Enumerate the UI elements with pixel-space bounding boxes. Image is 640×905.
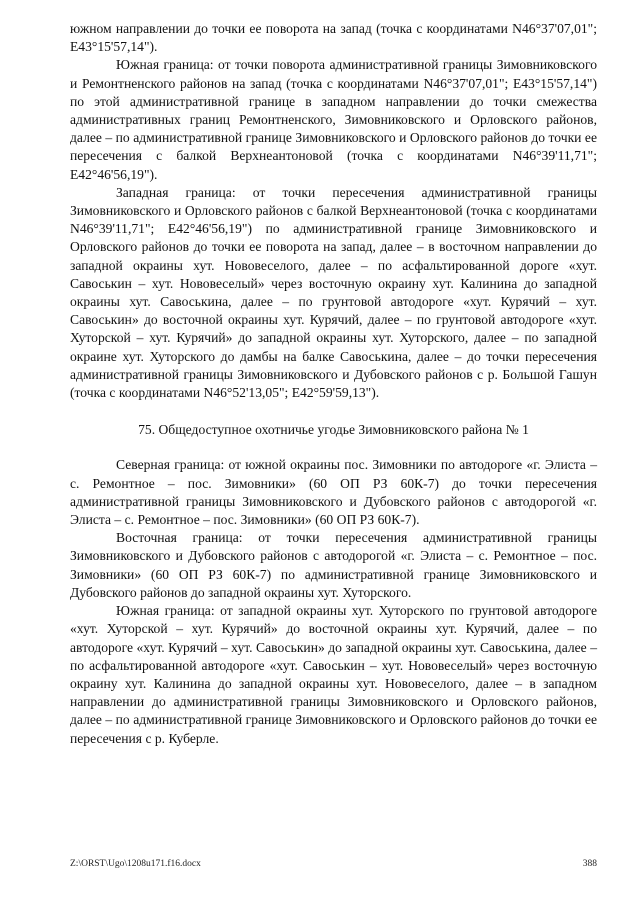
section-heading: 75. Общедоступное охотничье угодье Зимовниковского района № 1 xyxy=(138,422,529,438)
page-number: 388 xyxy=(582,859,597,869)
continuation-paragraph: южном направлении до точки ее поворота на запад (точка с координатами N46°37'07,01"; E43°15'57,14"). xyxy=(70,21,597,55)
south-border-paragraph-2: Южная граница: от западной окраины хут. Хуторского по грунтовой автодороге «хут. Хуторской – хут. Курячий» до восточной окраины хут. Курячий, далее – по автодороге «хут. Курячий – хут. Савоськин» до западной окраины хут. Савоськина, далее – по асфальтированной автодороге «хут. Савоськин – хут. Нововеселый» через восточную окраину хут. Калинина до западной окраины хут. Нововеселого, далее – в западном направлении до административной границы Зимовниковского и Орловского районов, далее – по административной границе Зимовниковского и Орловского районов до точки ее пересечения с р. Куберле. xyxy=(70,603,597,746)
east-border-paragraph: Восточная граница: от точки пересечения административной границы Зимовниковского и Дубовского районов с автодорогой «г. Элиста – с. Ремонтное – пос. Зимовники» (60 ОП РЗ 60К-7) по административной границе Зимовниковского и Дубовского районов до западной окраины хут. Хуторского. xyxy=(70,530,597,600)
document-page xyxy=(70,20,597,748)
north-border-paragraph: Северная граница: от южной окраины пос. Зимовники по автодороге «г. Элиста – с. Ремонтное – пос. Зимовники» (60 ОП РЗ 60К-7) до точки пересечения административной границы Зимовниковского и Дубовского районов с автодорогой «г. Элиста – с. Ремонтное – пос. Зимовники» (60 ОП РЗ 60К-7). xyxy=(70,457,597,528)
footer-file-path: Z:\ORST\Ugo\1208u171.f16.docx xyxy=(70,859,201,869)
south-border-paragraph: Южная граница: от точки поворота административной границы Зимовниковского и Ремонтненского районов на запад (точка с координатами N46°37'07,01"; E43°15'57,14") по этой административной границе в западном направлении до точки смежества административных границ Ремонтненского, Зимовниковского и Орловского районов, далее – по административной границе Зимовниковского и Орловского районов до точки ее пересечения с балкой Верхнеантоновой (точка с координатами N46°39'11,71"; E42°46'56,19"). xyxy=(70,57,597,182)
west-border-paragraph: Западная граница: от точки пересечения административной границы Зимовниковского и Орловского районов с балкой Верхнеантоновой (точка с координатами N46°39'11,71"; E42°46'56,19") по административной границе Зимовниковского и Орловского районов до точки ее поворота на запад, далее – в восточном направлении до западной окраины хут. Нововеселого, далее – по асфальтированной дороге «хут. Савоськин – хут. Нововеселый» через восточную окраину хут. Калинина до западной окраины хут. Савоськина, далее – по грунтовой автодороге «хут. Курячий – хут. Савоськин» до восточной окраины хут. Курячий, далее – по грунтовой автодороге «хут. Хуторской – хут. Курячий» до западной окраины хут. Хуторского, далее – по западной окраине хут. Хуторского до дамбы на балке Савоськина, далее – до точки пересечения административной границы Зимовниковского и Дубовского районов с р. Большой Гашун (точка с координатами N46°52'13,05"; E42°59'59,13"). xyxy=(70,184,597,401)
